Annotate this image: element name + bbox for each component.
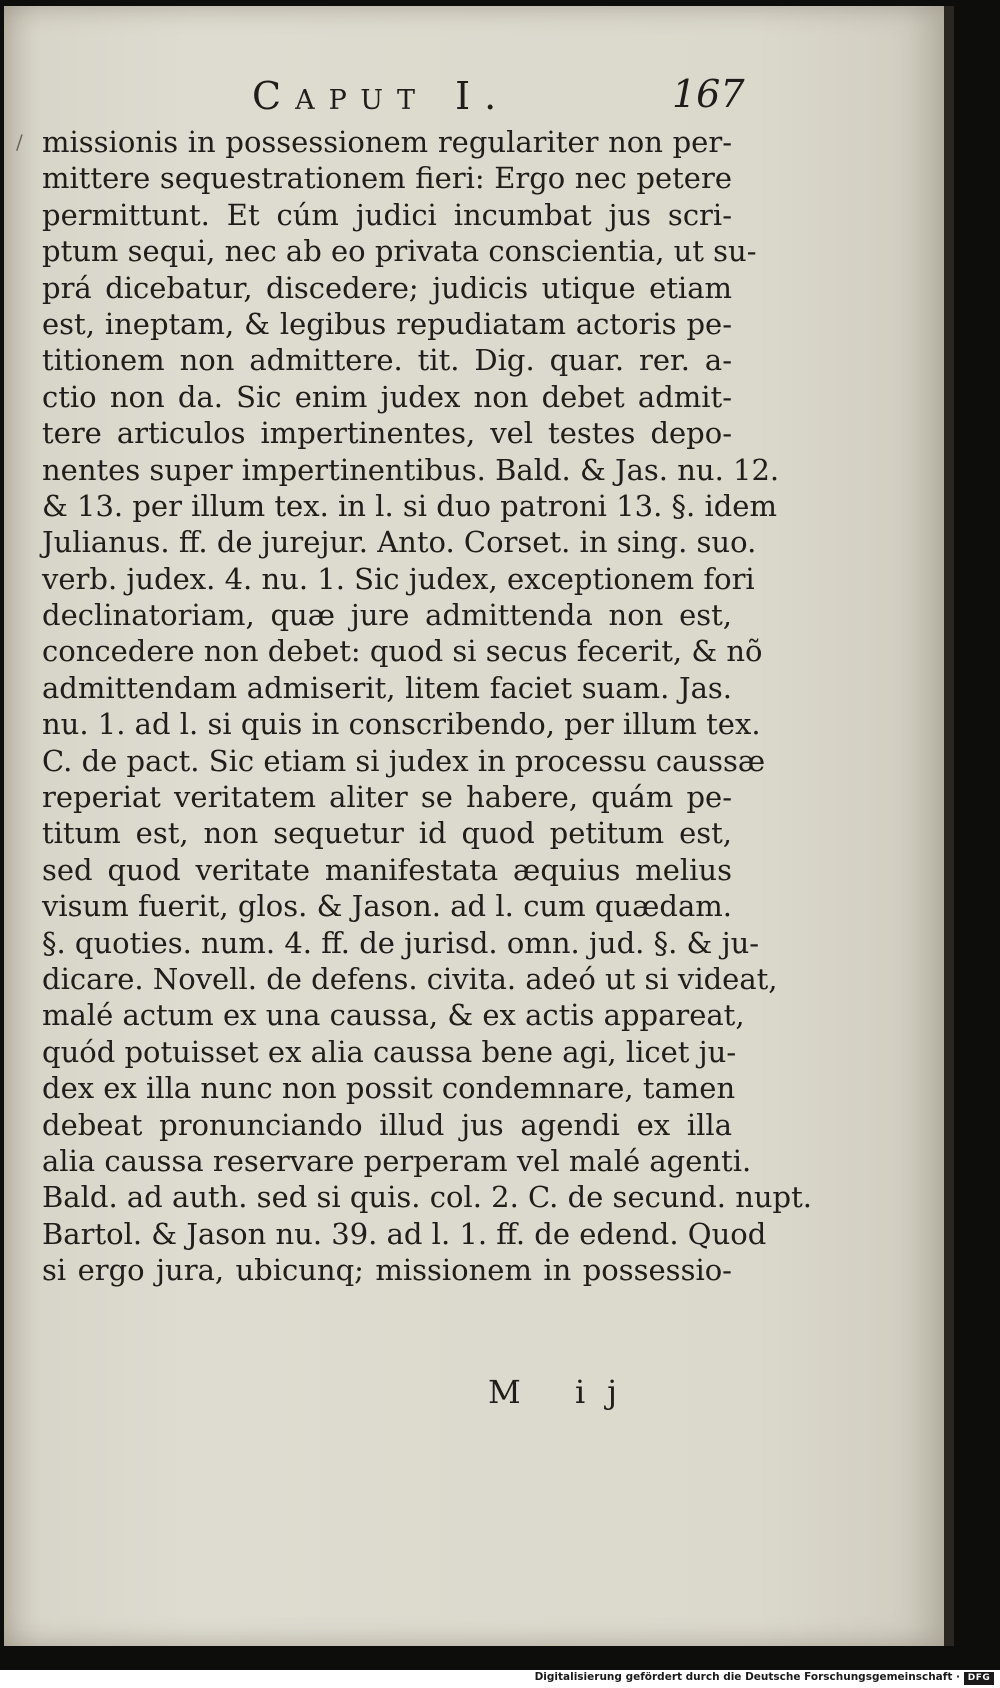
digitization-footer xyxy=(0,1670,1000,1688)
text-line: missionis in possessionem regulariter non per- xyxy=(42,125,732,159)
dfg-logo-icon: DFG xyxy=(964,1672,994,1685)
text-line: prá dicebatur, discedere; judicis utique etiam xyxy=(42,270,732,305)
body-text xyxy=(42,124,812,1289)
text-line: dicare. Novell. de defens. civita. adeó ut si videat, xyxy=(42,961,778,996)
text-line: titionem non admittere. tit. Dig. quar. rer. a- xyxy=(42,343,732,378)
text-line: malé actum ex una caussa, & ex actis appareat, xyxy=(42,998,745,1033)
text-line: visum fuerit, glos. & Jason. ad l. cum quædam. xyxy=(42,889,732,924)
text-line: alia caussa reservare perperam vel malé agenti. xyxy=(42,1143,752,1178)
text-line: nentes super impertinentibus. Bald. & Jas. nu. 12. xyxy=(42,452,780,487)
text-line: §. quoties. num. 4. ff. de jurisd. omn. jud. §. & ju- xyxy=(42,925,760,960)
text-line: reperiat veritatem aliter se habere, quám pe- xyxy=(42,780,732,815)
running-head xyxy=(4,68,944,128)
text-line: Julianus. ff. de jurejur. Anto. Corset. in sing. suo. xyxy=(42,525,757,560)
funding-credit: Digitalisierung gefördert durch die Deutsche Forschungsgemeinschaft · xyxy=(534,1671,960,1683)
text-line: admittendam admiserit, litem faciet suam. Jas. xyxy=(42,670,732,705)
book-page xyxy=(4,6,954,1646)
text-line: verb. judex. 4. nu. 1. Sic judex, exceptionem fori xyxy=(42,561,755,596)
text-line: nu. 1. ad l. si quis in conscribendo, per illum tex. xyxy=(42,707,761,742)
text-line: est, ineptam, & legibus repudiatam actoris pe- xyxy=(42,306,732,341)
text-line: tere articulos impertinentes, vel testes depo- xyxy=(42,416,732,451)
text-line: C. de pact. Sic etiam si judex in processu caussæ xyxy=(42,743,766,778)
text-line: dex ex illa nunc non possit condemnare, tamen xyxy=(42,1071,736,1106)
text-line: si ergo jura, ubicunq; missionem in possessio- xyxy=(42,1253,732,1288)
text-line: & 13. per illum tex. in l. si duo patroni 13. §. idem xyxy=(42,488,777,523)
text-line: debeat pronunciando illud jus agendi ex illa xyxy=(42,1107,732,1142)
text-line: permittunt. Et cúm judici incumbat jus scri- xyxy=(42,197,732,232)
text-line: mittere sequestrationem fieri: Ergo nec petere xyxy=(42,161,732,196)
page-number: 167 xyxy=(672,72,745,116)
signature-mark: M ij xyxy=(488,1373,640,1411)
text-line: ptum sequi, nec ab eo privata conscientia, ut su- xyxy=(42,234,757,269)
chapter-title: Caput I. xyxy=(252,74,511,118)
text-line: ctio non da. Sic enim judex non debet admit- xyxy=(42,379,732,414)
text-line: Bartol. & Jason nu. 39. ad l. 1. ff. de edend. Quod xyxy=(42,1216,767,1251)
margin-mark: / xyxy=(16,130,23,154)
text-line: sed quod veritate manifestata æquius melius xyxy=(42,852,732,887)
text-line: declinatoriam, quæ jure admittenda non est, xyxy=(42,598,732,633)
text-line: titum est, non sequetur id quod petitum est, xyxy=(42,816,732,851)
text-line: Bald. ad auth. sed si quis. col. 2. C. de secund. nupt. xyxy=(42,1180,812,1215)
text-line: concedere non debet: quod si secus fecerit, & nõ xyxy=(42,634,763,669)
text-line: quód potuisset ex alia caussa bene agi, licet ju- xyxy=(42,1034,737,1069)
